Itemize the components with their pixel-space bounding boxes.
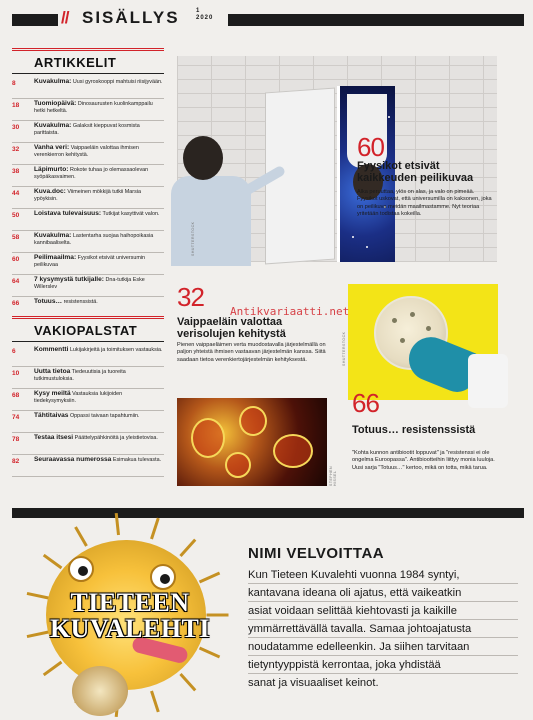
microscopy-image	[177, 398, 327, 486]
item-description: Esimakua tulevasta.	[112, 457, 162, 463]
magazine-logo	[30, 590, 230, 642]
page-number: 78	[12, 436, 20, 443]
item-description: Viimeinen mökkijä tutkii Marsia ypöykisin.	[34, 189, 141, 202]
editorial-line: sanat ja visuaaliset keinot.	[248, 677, 379, 689]
feature-60-page-number: 60	[357, 132, 384, 162]
small-pufferfish	[72, 666, 128, 716]
item-description: Rokote tuhaa jo olemassaolevan syöpäkasvaimen.	[34, 167, 149, 180]
pufferfish-spike	[179, 673, 196, 691]
articles-title: ARTIKKELIT	[12, 48, 164, 74]
item-title: Loistava tulevaisuus:	[34, 210, 102, 217]
item-text	[34, 123, 164, 139]
item-text	[34, 277, 164, 293]
articles-item[interactable]	[12, 165, 164, 187]
articles-item[interactable]	[12, 187, 164, 209]
item-text	[34, 189, 164, 205]
page-number: 50	[12, 212, 20, 219]
item-title: Kommentti	[34, 346, 69, 353]
item-title: Vanha veri:	[34, 144, 70, 151]
item-text	[34, 413, 164, 429]
feature-32-page-number: 32	[177, 282, 204, 312]
item-text	[34, 233, 164, 249]
pufferfish-spike	[199, 646, 220, 658]
feature-60-body: Alka peruuttaa, ylös on alas, ja valo on pimeää. Fyysikot uskovat, että universumilla on kaksonen, joka on peilikuva meidän maailmastamme. Nyt teoriaa yritetään todistaa kokeilla.	[357, 189, 492, 218]
pufferfish-spike	[179, 538, 196, 556]
cell-shape	[239, 406, 267, 436]
item-description: Dinosaurusten kuolinkamppailu hetki hetkeltä.	[34, 101, 153, 114]
item-description: Galaksit kieppuvat kosmista parittaista.	[34, 123, 140, 136]
item-text	[34, 79, 164, 95]
colony-dot	[400, 338, 405, 343]
lab-coat-image	[468, 354, 508, 408]
page-title: SISÄLLYS	[82, 8, 180, 27]
articles-item[interactable]	[12, 143, 164, 165]
page-number: 38	[12, 168, 20, 175]
articles-list	[12, 48, 164, 319]
star-dot	[366, 246, 368, 248]
item-title: Tähtitaivas	[34, 412, 69, 419]
item-text	[34, 167, 164, 183]
cell-shape	[225, 452, 251, 478]
editorial-line: noudatamme edelleenkin. Ja siihen tarvitaan	[248, 638, 518, 656]
page-number: 58	[12, 234, 20, 241]
item-text	[34, 145, 164, 161]
item-description: Päättelypähkinöitä ja yleistietovisa.	[74, 435, 158, 441]
item-description: Dna-tutkija Eske Willerslev	[34, 277, 145, 290]
columns-title: VAKIOPALSTAT	[12, 316, 164, 342]
header-bar-left	[12, 14, 58, 26]
pufferfish-spike	[150, 691, 160, 713]
item-text	[34, 211, 164, 227]
columns-item[interactable]	[12, 455, 164, 477]
item-description: Oppassi taivaan tapahtumiin.	[69, 413, 140, 419]
item-description: Lukijakirjeitä ja toimituksen vastauksia.	[69, 347, 163, 353]
pufferfish-illustration	[12, 526, 232, 716]
page-number: 60	[12, 256, 20, 263]
columns-item[interactable]	[12, 367, 164, 389]
columns-list	[12, 316, 164, 477]
pufferfish-spike	[199, 572, 220, 584]
issue-line1: 1	[196, 8, 201, 14]
feature-66-page-number: 66	[352, 388, 379, 418]
editorial-text	[248, 566, 518, 692]
page-number: 66	[12, 300, 20, 307]
feature-32-body: Pienen vaippaeläimen verta muodostavalla järjestelmällä on paljon yhteistä ihmisen vastaavan järjestelmän kanssa. Siitä saadaan tietoa verenkiertojärjestelmän kehityksestä.	[177, 342, 326, 363]
item-title: Totuus…	[34, 298, 63, 305]
page-number: 82	[12, 458, 20, 465]
item-text	[34, 457, 164, 473]
pufferfish-spike	[74, 526, 88, 547]
feature-66-panel[interactable]	[342, 276, 500, 492]
item-title: Kysy meiltä	[34, 390, 71, 397]
pufferfish-eye	[68, 556, 94, 582]
page-number: 32	[12, 146, 20, 153]
star-dot	[388, 116, 390, 118]
editorial-line: ymmärrettävällä tavalla. Samaa johtoajatusta	[248, 620, 518, 638]
feature-60-caption: SHUTTERSTOCK	[191, 221, 195, 256]
pufferfish-spike	[43, 661, 63, 676]
item-title: Kuvakulma:	[34, 78, 72, 85]
page-number: 10	[12, 370, 20, 377]
item-text	[34, 101, 164, 117]
scientist-head	[183, 136, 223, 180]
pufferfish-pupil	[78, 566, 88, 576]
colony-dot	[426, 326, 431, 331]
feature-66-caption: SHUTTERSTOCK	[342, 331, 346, 366]
scientist-body	[171, 176, 251, 266]
cell-shape	[191, 418, 225, 458]
colony-dot	[392, 318, 397, 323]
pufferfish-pupil	[160, 574, 170, 584]
item-description: Vaippaeläin valottaa ihmisen verenkierron kehitystä.	[34, 145, 139, 158]
articles-item[interactable]	[12, 231, 164, 253]
articles-item[interactable]	[12, 275, 164, 297]
editorial-line: Kun Tieteen Kuvalehti vuonna 1984 syntyi,	[248, 566, 518, 584]
item-title: Kuva.doc:	[34, 188, 66, 195]
page-number: 68	[12, 392, 20, 399]
item-description: Tiedeuutisia ja tuoreita tutkimustuloksia.	[34, 369, 126, 382]
item-text	[34, 299, 164, 315]
item-description: Lastentarha suojaa haihopoikasia kannibaaliselta.	[34, 233, 154, 246]
section-divider-bar	[12, 508, 524, 518]
item-description: Fyysikot etsivät universumin peilikuvaa	[34, 255, 146, 268]
item-title: Tuomiopäivä:	[34, 100, 77, 107]
page-number: 64	[12, 278, 20, 285]
item-title: Kuvakulma:	[34, 122, 72, 129]
page-number: 74	[12, 414, 20, 421]
item-text	[34, 391, 164, 407]
item-text	[34, 369, 164, 385]
editorial-line: tietyntyyppistä kerrontaa, joka yhdistää	[248, 656, 518, 674]
columns-item[interactable]	[12, 433, 164, 455]
articles-item[interactable]	[12, 121, 164, 143]
articles-item[interactable]	[12, 209, 164, 231]
colony-dot	[410, 312, 415, 317]
editorial-title: NIMI VELVOITTAA	[248, 545, 385, 562]
header-bar-right	[228, 14, 524, 26]
feature-32-caption: STEPHEN HISSEL	[329, 465, 337, 486]
articles-item[interactable]	[12, 253, 164, 275]
page-number: 8	[12, 80, 16, 87]
columns-item[interactable]	[12, 345, 164, 367]
columns-item[interactable]	[12, 411, 164, 433]
item-description: Tutkijat kasyttivät valon.	[102, 211, 160, 217]
item-text	[34, 255, 164, 271]
issue-number	[196, 8, 213, 22]
editorial-line: kantavana ideana oli ajatus, että vaikeatkin	[248, 584, 518, 602]
item-description: Uusi gyroskooppi mahtuisi riisijyvään.	[72, 79, 163, 85]
item-text	[34, 347, 164, 363]
item-title: Kuvakulma:	[34, 232, 72, 239]
pufferfish-eye	[150, 564, 176, 590]
logo-line1: TIETEEN	[70, 588, 190, 617]
feature-60-panel[interactable]	[177, 56, 497, 262]
feature-60-headline: Fyysikot etsivät kaikkeuden peilikuvaa	[357, 160, 474, 184]
toc-header	[0, 8, 533, 30]
watermark: Antikvariaatti.net	[230, 305, 350, 318]
page-number: 6	[12, 348, 16, 355]
feature-66-headline: Totuus… resistenssistä	[352, 424, 476, 436]
pufferfish-spike	[150, 518, 160, 540]
pufferfish-spike	[43, 554, 63, 569]
issue-year: 2020	[196, 15, 214, 21]
item-title: Uutta tietoa	[34, 368, 71, 375]
articles-item[interactable]	[12, 77, 164, 99]
articles-item[interactable]	[12, 99, 164, 121]
item-title: Läpimurto:	[34, 166, 69, 173]
item-title: Testaa itsesi	[34, 434, 74, 441]
page-number: 44	[12, 190, 20, 197]
item-title: Peilimaailma:	[34, 254, 77, 261]
feature-66-body: "Kohta kunnon antibiootit loppuvat" ja "resistenssi ei ole ongelma Euroopassa". Antibiootteihin liittyy monia luuloja. Uusi sarja "Totuus…" kertoo, mikä on totta, mikä tarua.	[352, 450, 495, 471]
page-number: 30	[12, 124, 20, 131]
cell-shape	[273, 434, 313, 468]
item-description: Vastauksia lukijoiden tiedekysymyksiin.	[34, 391, 123, 404]
page-number: 18	[12, 102, 20, 109]
star-dot	[352, 236, 354, 238]
petri-dish-image	[348, 284, 498, 400]
editorial-line: asiat voidaan selittää kiehtovasti ja kaikille	[248, 602, 518, 620]
item-description: resistenssistä.	[63, 299, 98, 305]
item-title: Seuraavassa numerossa	[34, 456, 112, 463]
item-text	[34, 435, 164, 451]
header-slash: //	[61, 8, 69, 27]
item-title: 7 kysymystä tutkijalle:	[34, 276, 105, 283]
columns-item[interactable]	[12, 389, 164, 411]
feature-32-headline: Vaippaeläin valottaa verisolujen kehitystä	[177, 316, 286, 340]
logo-line2: KUVALEHTI	[49, 614, 211, 643]
